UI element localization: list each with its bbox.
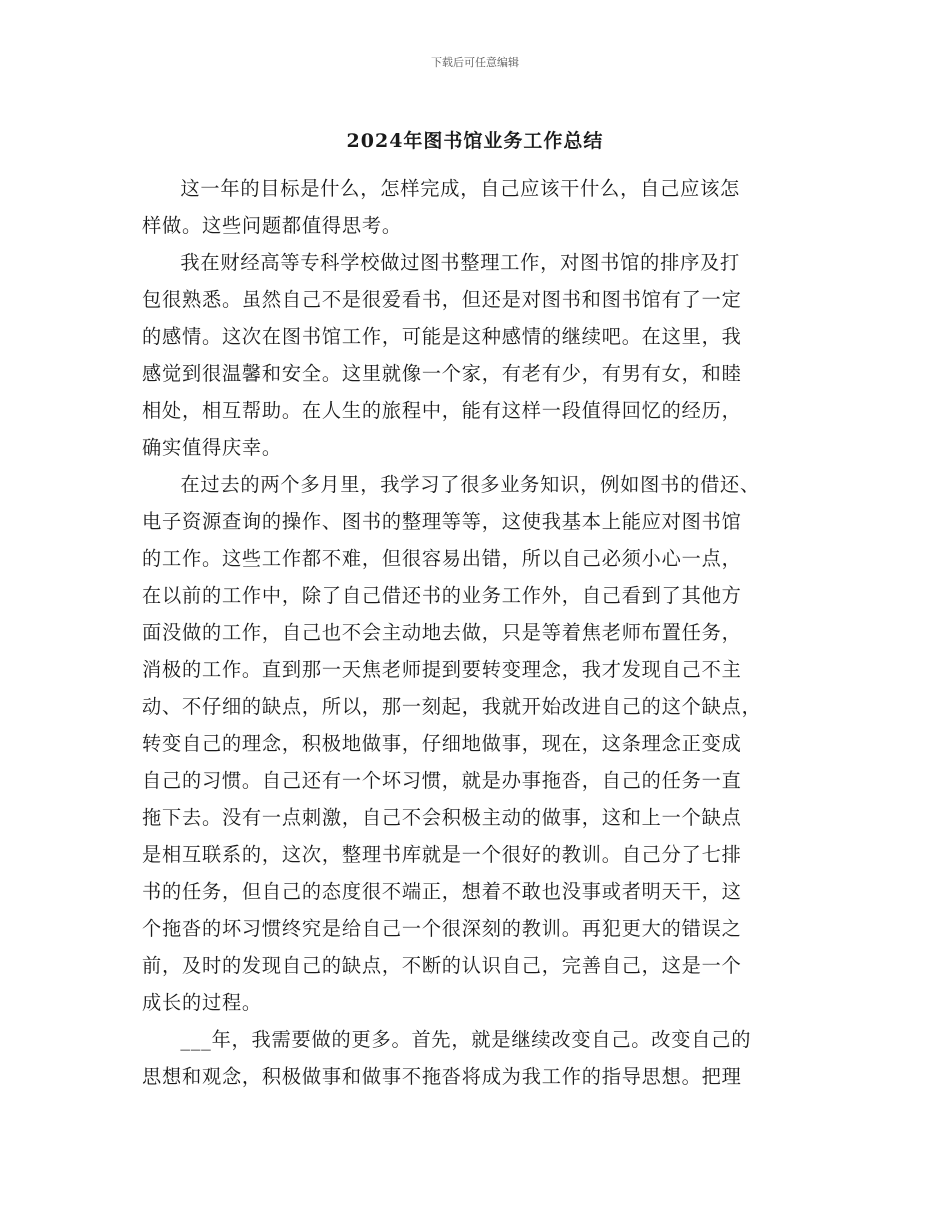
- text-line: 的工作。这些工作都不难，但很容易出错，所以自己必须小心一点，: [142, 547, 742, 570]
- text-line: 包很熟悉。虽然自己不是很爱看书，但还是对图书和图书馆有了一定: [142, 288, 742, 311]
- paragraph: [142, 466, 814, 1021]
- text-line: 动、不仔细的缺点，所以，那一刻起，我就开始改进自己的这个缺点，: [142, 695, 762, 718]
- text-line: 我在财经高等专科学校做过图书整理工作，对图书馆的排序及打: [180, 251, 741, 274]
- document-body: [142, 170, 814, 1095]
- text-line: 拖下去。没有一点刺激，自己不会积极主动的做事，这和上一个缺点: [142, 806, 742, 829]
- text-line: 个拖沓的坏习惯终究是给自己一个很深刻的教训。再犯更大的错误之: [142, 917, 742, 940]
- paragraph: [142, 1021, 814, 1095]
- text-line: 在以前的工作中，除了自己借还书的业务工作外，自己看到了其他方: [142, 584, 742, 607]
- text-line: 书的任务，但自己的态度很不端正，想着不敢也没事或者明天干，这: [142, 880, 742, 903]
- text-line: 的感情。这次在图书馆工作，可能是这种感情的继续吧。在这里，我: [142, 325, 742, 348]
- text-line: 成长的过程。: [142, 991, 262, 1014]
- text-line: 思想和观念，积极做事和做事不拖沓将成为我工作的指导思想。把理: [142, 1065, 742, 1088]
- text-line: 自己的习惯。自己还有一个坏习惯，就是办事拖沓，自己的任务一直: [142, 769, 742, 792]
- header-note: 下载后可任意编辑: [431, 56, 519, 69]
- text-line: 是相互联系的，这次，整理书库就是一个很好的教训。自己分了七排: [142, 843, 742, 866]
- text-line: ___年，我需要做的更多。首先，就是继续改变自己。改变自己的: [180, 1028, 752, 1051]
- text-line: 感觉到很温馨和安全。这里就像一个家，有老有少，有男有女，和睦: [142, 362, 742, 385]
- text-line: 面没做的工作，自己也不会主动地去做，只是等着焦老师布置任务，: [142, 621, 742, 644]
- paragraph: [142, 244, 814, 466]
- text-line: 相处，相互帮助。在人生的旅程中，能有这样一段值得回忆的经历，: [142, 399, 742, 422]
- text-line: 样做。这些问题都值得思考。: [142, 214, 402, 237]
- text-line: 转变自己的理念，积极地做事，仔细地做事，现在，这条理念正变成: [142, 732, 742, 755]
- text-line: 在过去的两个多月里，我学习了很多业务知识，例如图书的借还、: [180, 473, 761, 496]
- text-line: 电子资源查询的操作、图书的整理等等，这使我基本上能应对图书馆: [142, 510, 742, 533]
- text-line: 前，及时的发现自己的缺点，不断的认识自己，完善自己，这是一个: [142, 954, 742, 977]
- text-line: 这一年的目标是什么，怎样完成，自己应该干什么，自己应该怎: [180, 177, 741, 200]
- document-title: 2024年图书馆业务工作总结: [346, 130, 604, 152]
- paragraph: [142, 170, 814, 244]
- text-line: 消极的工作。直到那一天焦老师提到要转变理念，我才发现自己不主: [142, 658, 742, 681]
- text-line: 确实值得庆幸。: [142, 436, 282, 459]
